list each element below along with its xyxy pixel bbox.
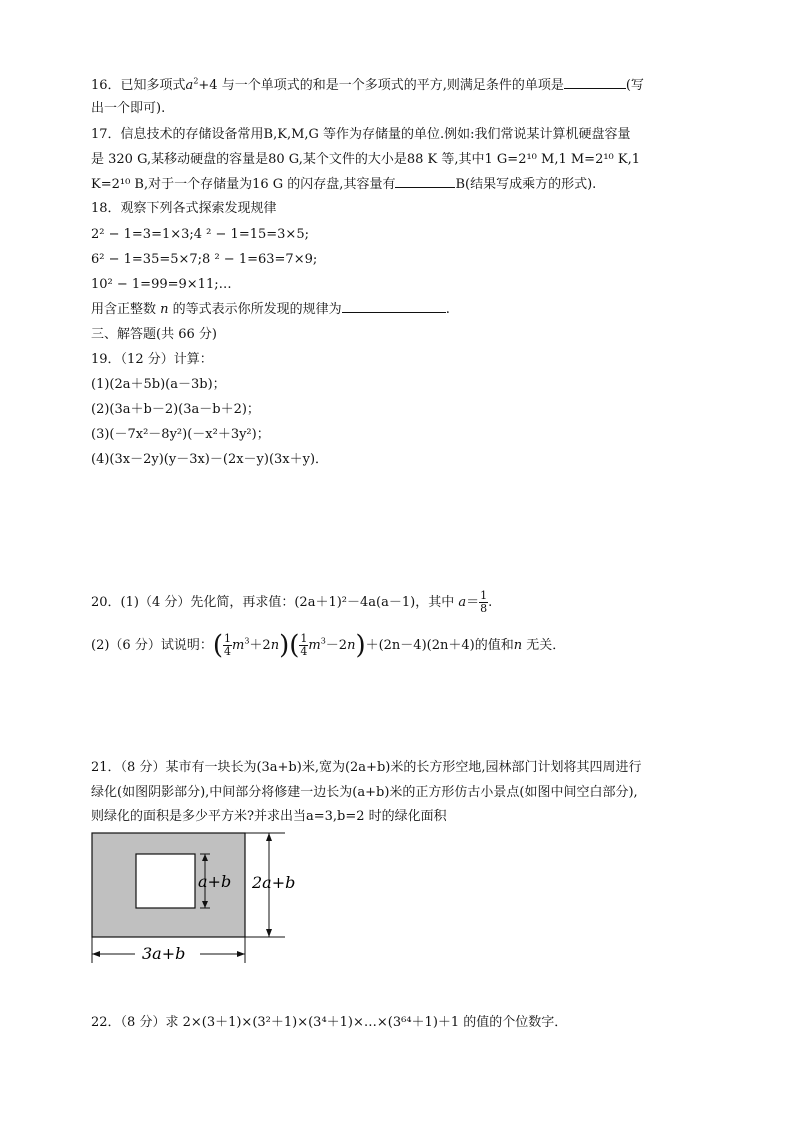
q20-part2-text-b: ＋(2n－4)(2n＋4)的值和 xyxy=(365,638,514,653)
q17-line1: 17．信息技术的存储设备常用B,K,M,G 等作为存储量的单位.例如:我们常说某计算机硬盘容量 xyxy=(91,127,631,142)
q19-item-1: (1)(2a＋5b)(a－3b)； xyxy=(91,377,226,392)
q17-line2: 是 320 G,某移动硬盘的容量是80 G,某个文件的大小是88 K 等,其中1 G=2¹⁰ M,1 M=2¹⁰ K,1 xyxy=(91,152,641,167)
q20-part2-text: (2)（6 分）试说明： xyxy=(91,638,213,653)
q19-title: 19．（12 分）计算： xyxy=(91,352,213,367)
q18-line4: 10² − 1=99=9×11;… xyxy=(91,277,232,292)
label-inner: a+b xyxy=(198,872,232,891)
q18-line1: 18．观察下列各式探索发现规律 xyxy=(91,201,277,216)
label-width: 3a+b xyxy=(142,944,186,963)
q22-text: 22．（8 分）求 2×(3＋1)×(3²＋1)×(3⁴＋1)×…×(3⁶⁴＋1)＋1 的值的个位数字． xyxy=(91,1015,568,1030)
q18-text-b: 的等式表示你所发现的规律为 xyxy=(172,302,342,317)
q16-text-a: 16．已知多项式 xyxy=(91,78,186,93)
q20-part2: (2)（6 分）试说明：( $\frac{1}{4}$ $m^3+2n$)( $\frac{1}{4}$ $m^3-2n)+(2n-4)(2n+4)$的值和n 无关． xyxy=(91,630,566,661)
q19-item-2: (2)(3a＋b－2)(3a－b＋2)； xyxy=(91,402,260,417)
fraction: $\frac{1}{8}$ xyxy=(480,589,488,615)
q16-text-c: (写 xyxy=(625,78,644,93)
q20-part1-text: 20．(1)（4 分）先化简，再求值：(2a＋1)²－4a(a－1)，其中 xyxy=(91,595,455,610)
q16-line1: 16．已知多项式$a^2+4$ 与一个单项式的和是一个多项式的平方,则满足条件的单项是 (写 xyxy=(91,76,644,93)
q17-text-a: K=2¹⁰ B,对于一个存储量为16 G 的闪存盘,其容量有 xyxy=(91,177,396,192)
q18-line3: 6² − 1=35=5×7;8 ² − 1=63=7×9; xyxy=(91,252,318,267)
garden-diagram xyxy=(85,828,315,972)
q16-line2: 出一个即可). xyxy=(91,101,166,116)
answer-blank[interactable] xyxy=(342,300,446,313)
q20-part1: 20．(1)（4 分）先化简，再求值：(2a＋1)²－4a(a－1)，其中 a＝ $\frac{1}{8}$ . xyxy=(91,589,493,615)
q21-line2: 绿化(如图阴影部分),中间部分将修建一边长为(a+b)米的正方形仿古小景点(如图中间空白部分), xyxy=(91,785,638,800)
q18-text-a: 用含正整数 xyxy=(91,302,157,317)
q18-line2: 2² − 1=3=1×3;4 ² − 1=15=3×5; xyxy=(91,227,309,242)
q20-part2-text-c: 无关． xyxy=(526,638,566,653)
q16-text-b: 与一个单项式的和是一个多项式的平方,则满足条件的单项是 xyxy=(221,78,564,93)
q18-line5: 用含正整数 n 的等式表示你所发现的规律为 . xyxy=(91,302,450,317)
q18-text-c: . xyxy=(445,302,450,317)
answer-blank[interactable] xyxy=(564,76,626,89)
q17-text-b: B(结果写成乘方的形式). xyxy=(455,177,597,192)
q19-item-4: (4)(3x－2y)(y－3x)－(2x－y)(3x＋y)． xyxy=(91,452,329,467)
q19-item-3: (3)(－7x²－8y²)(－x²＋3y²)； xyxy=(91,427,270,442)
fraction: $\frac{1}{4}$ xyxy=(223,632,231,658)
q21-line3: 则绿化的面积是多少平方米?并求出当a=3,b=2 时的绿化面积 xyxy=(91,809,447,824)
q17-line3 xyxy=(91,175,596,194)
center-square xyxy=(136,854,195,908)
q21-line1: 21．（8 分）某市有一块长为(3a+b)米,宽为(2a+b)米的长方形空地,园林部门计划将其四周进行 xyxy=(91,760,642,775)
fraction: $\frac{1}{4}$ xyxy=(300,632,308,658)
section-title: 三、解答题(共 66 分) xyxy=(91,327,217,342)
label-height: 2a+b xyxy=(252,873,296,892)
garden-diagram-svg xyxy=(85,828,315,968)
answer-blank[interactable] xyxy=(395,175,455,188)
